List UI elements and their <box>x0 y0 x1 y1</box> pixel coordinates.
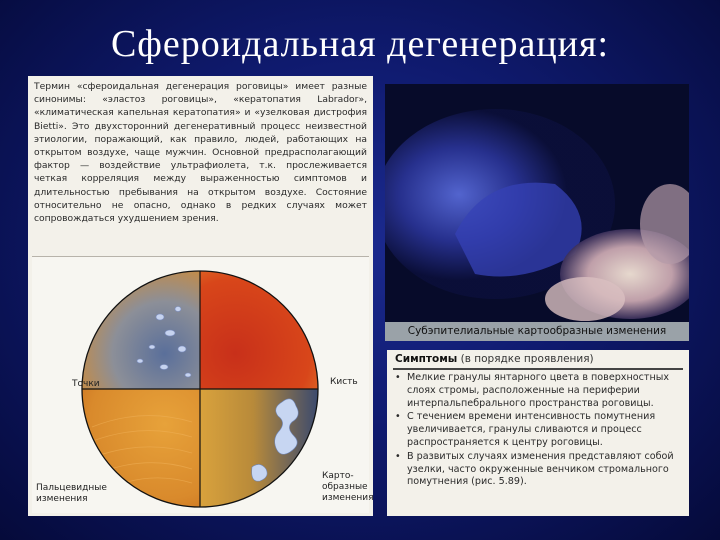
label-dots: Точки <box>72 379 100 389</box>
label-finger-like-line2: изменения <box>36 494 88 504</box>
symptoms-divider <box>393 368 683 370</box>
symptoms-heading <box>395 353 594 365</box>
label-map-like-line1: Карто- <box>322 471 354 481</box>
label-map-like-line2: образные <box>322 482 368 492</box>
symptom-item <box>395 451 683 489</box>
label-map-like <box>322 471 374 504</box>
quadrant-brush <box>200 271 318 389</box>
slide-title: Сфероидальная дегенерация: <box>110 23 610 65</box>
label-map-like-line3: изменения <box>322 493 374 503</box>
symptom-text: Мелкие гранулы янтарного цвета в поверхностных слоях стромы, расположенные на периферии интерпальпебрального пространства роговицы. <box>407 372 670 409</box>
intro-text: Термин «сфероидальная дегенерация роговицы» имеет разные синонимы: «эластоз роговицы», «кератопатия Labrador», «климатическая капельная кератопатия» и «узелковая дистрофия Bietti». Это двухсторонний дегенеративный процесс неизвестной этиологии, поражающий, как правило, людей, работающих на открытом воздухе, чаще мужчин. Основной предрасполагающий фактор — воздействие ультрафиолета, т.к. прослеживается четкая корреляция между выраженностью симптомов и длительностью пребывания на открытом воздухе. Состояние относительно не опасно, однако в редких случаях может сопровождаться ухудшением зрения. <box>34 81 367 225</box>
label-finger-like <box>36 483 107 505</box>
symptom-item <box>395 372 683 410</box>
symptom-item <box>395 411 683 449</box>
symptoms-heading-note: (в порядке проявления) <box>460 353 594 365</box>
symptoms-panel <box>387 350 689 516</box>
symptoms-list <box>395 372 683 490</box>
photo-caption: Субэпителиальные картообразные изменения <box>385 322 689 341</box>
bullet-icon: • <box>395 372 401 383</box>
quadrant-dots <box>82 271 200 389</box>
symptoms-heading-title: Симптомы <box>395 353 458 365</box>
clinical-photo <box>385 84 689 341</box>
quadrant-map-like <box>200 389 318 507</box>
label-finger-like-line1: Пальцевидные <box>36 483 107 493</box>
symptom-text: В развитых случаях изменения представляют собой узелки, часто окруженные венчиком стромального помутнения (рис. 5.89). <box>407 450 674 488</box>
quadrant-figure <box>32 256 374 513</box>
bullet-icon: • <box>395 450 401 462</box>
description-panel <box>28 76 373 516</box>
bullet-icon: • <box>395 411 401 423</box>
slit-lamp-photo <box>385 84 689 341</box>
label-brush: Кисть <box>330 377 358 387</box>
symptom-text: С течением времени интенсивность помутнения увеличивается, гранулы сливаются и процесс распространяется к центру роговицы. <box>407 411 656 448</box>
